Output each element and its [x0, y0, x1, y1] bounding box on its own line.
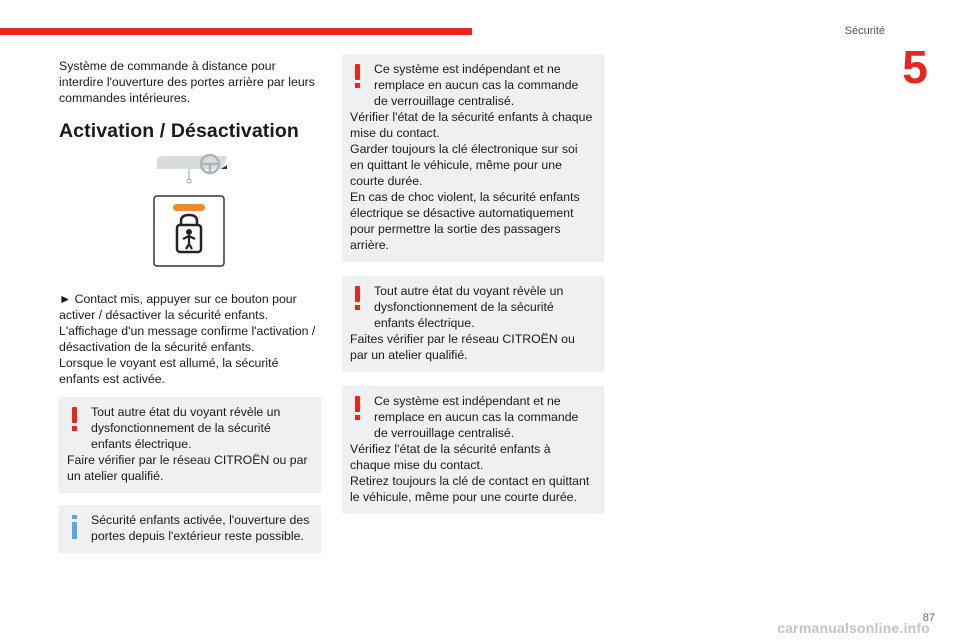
warning-note	[342, 276, 604, 372]
dashboard-icon	[153, 151, 233, 187]
note-text: Tout autre état du voyant révèle un dysfonctionnement de la sécurité enfants électrique.	[91, 405, 281, 451]
warning-icon	[354, 64, 360, 88]
note-text: Faire vérifier par le réseau CITROËN ou par un atelier qualifié.	[67, 453, 308, 483]
warning-icon	[71, 407, 77, 431]
note-text: Garder toujours la clé électronique sur soi en quittant le véhicule, même pour une courte durée.	[350, 142, 578, 188]
note-text: Faites vérifier par le réseau CITROËN ou par un atelier qualifié.	[350, 332, 575, 362]
child-lock-button-icon	[153, 195, 225, 267]
info-icon	[71, 515, 77, 539]
note-text: Retirez toujours la clé de contact en quittant le véhicule, même pour une courte durée.	[350, 474, 590, 504]
note-text: Vérifiez l'état de la sécurité enfants à chaque mise du contact.	[350, 442, 551, 472]
warning-note	[59, 397, 321, 493]
warning-note	[342, 386, 604, 514]
note-text: Ce système est indépendant et ne remplace en aucun cas la commande de verrouillage centralisé.	[374, 62, 579, 108]
note-text: En cas de choc violent, la sécurité enfants électrique se désactive automatiquement pour permettre la sortie des passagers arrière.	[350, 190, 580, 252]
instruction-line: L'affichage d'un message confirme l'activation / désactivation de la sécurité enfants.	[59, 324, 316, 354]
warning-note	[342, 54, 604, 262]
note-text: Vérifier l'état de la sécurité enfants à chaque mise du contact.	[350, 110, 593, 140]
note-text: Ce système est indépendant et ne remplace en aucun cas la commande de verrouillage centralisé.	[374, 394, 579, 440]
warning-icon	[354, 286, 360, 310]
page-number: 87	[922, 612, 935, 624]
right-column	[342, 54, 604, 514]
watermark: carmanualsonline.info	[777, 620, 930, 636]
intro-paragraph: Système de commande à distance pour interdire l'ouverture des portes arrière par leurs commandes intérieures.	[59, 59, 315, 105]
note-text: Sécurité enfants activée, l'ouverture des portes depuis l'extérieur reste possible.	[91, 513, 310, 543]
info-note	[59, 505, 321, 553]
note-text: Tout autre état du voyant révèle un dysfonctionnement de la sécurité enfants électrique.	[374, 284, 564, 330]
left-column	[59, 58, 321, 553]
top-accent-bar	[0, 28, 472, 35]
section-label: Sécurité	[844, 25, 885, 37]
figure	[59, 151, 321, 281]
instructions	[59, 291, 321, 387]
instruction-line: Lorsque le voyant est allumé, la sécurité enfants est activée.	[59, 356, 279, 386]
warning-icon	[354, 396, 360, 420]
chapter-number: 5	[902, 41, 928, 93]
section-heading: Activation / Désactivation	[59, 120, 299, 142]
instruction-line: ► Contact mis, appuyer sur ce bouton pour activer / désactiver la sécurité enfants.	[59, 292, 297, 322]
